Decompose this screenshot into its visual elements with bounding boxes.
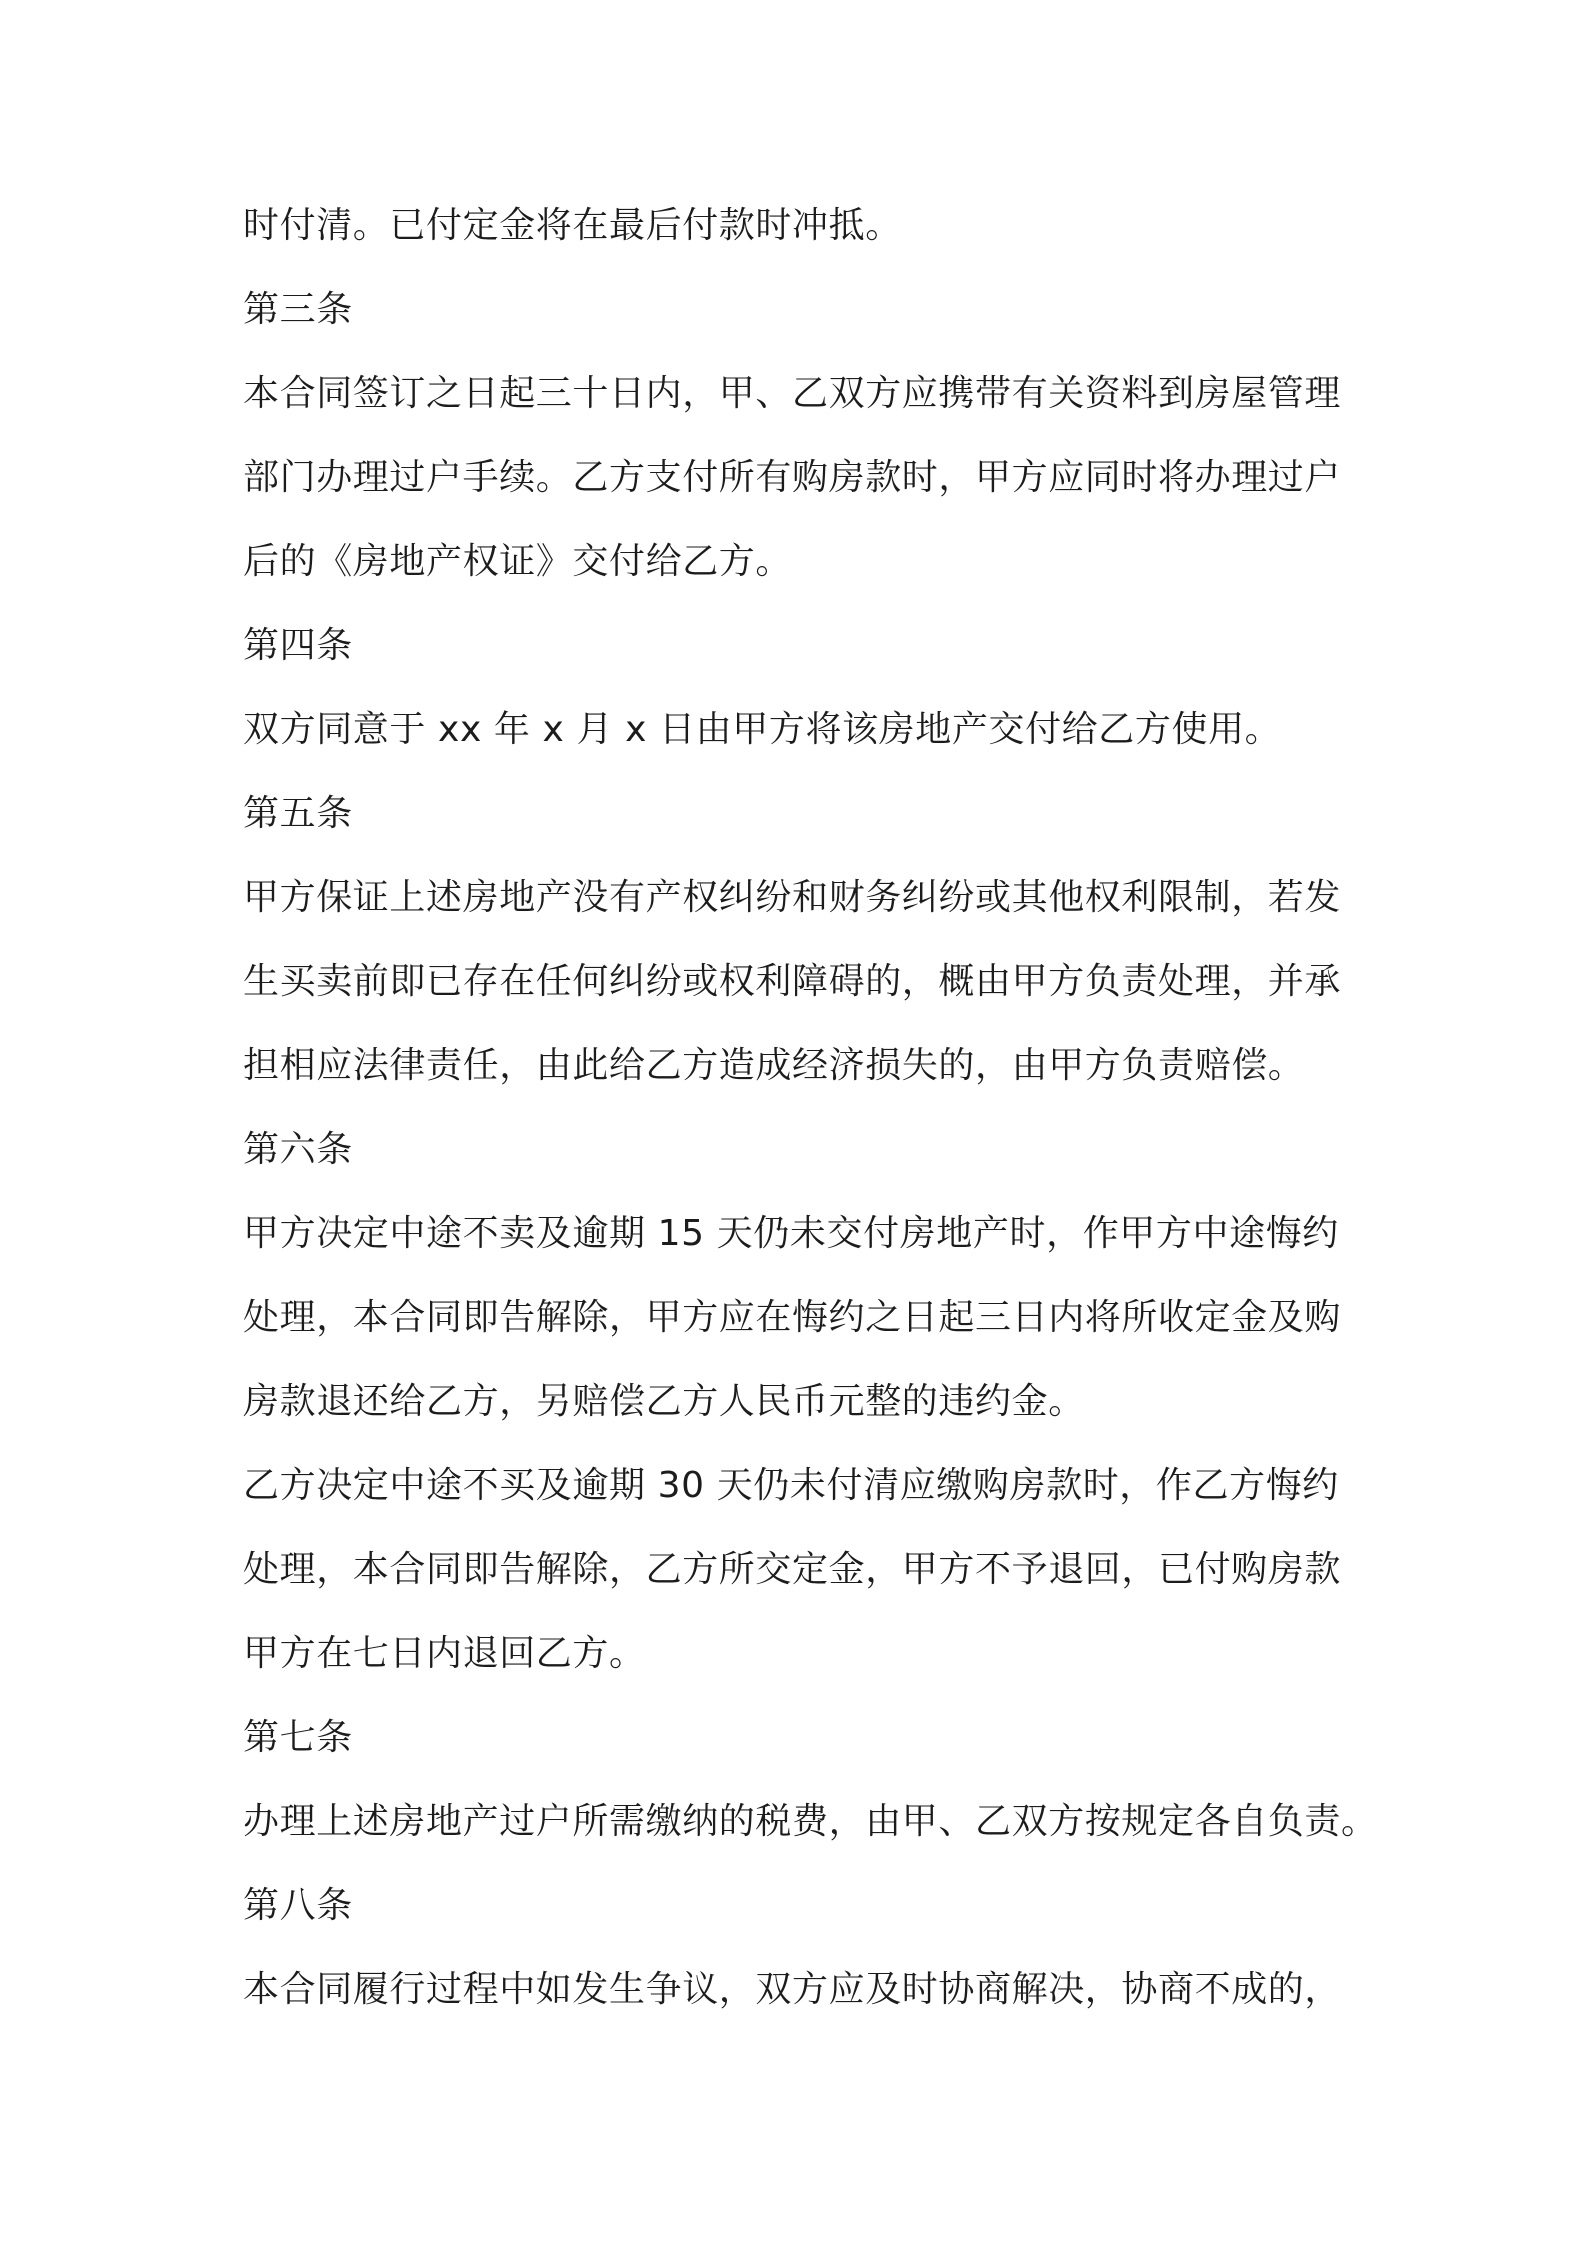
article-heading: 第八条 xyxy=(243,1885,353,1926)
paragraph-line: 甲方决定中途不卖及逾期 15 天仍未交付房地产时，作甲方中途悔约 xyxy=(243,1213,1339,1254)
paragraph-line: 生买卖前即已存在任何纠纷或权利障碍的，概由甲方负责处理，并承 xyxy=(243,961,1342,1002)
paragraph-line: 后的《房地产权证》交付给乙方。 xyxy=(243,541,793,582)
paragraph-line: 处理，本合同即告解除，甲方应在悔约之日起三日内将所收定金及购 xyxy=(243,1297,1342,1338)
paragraph-line: 甲方在七日内退回乙方。 xyxy=(243,1633,646,1674)
paragraph-line: 部门办理过户手续。乙方支付所有购房款时，甲方应同时将办理过户 xyxy=(243,457,1342,498)
paragraph-line: 乙方决定中途不买及逾期 30 天仍未付清应缴购房款时，作乙方悔约 xyxy=(243,1465,1339,1506)
article-heading: 第四条 xyxy=(243,625,353,666)
paragraph-line: 甲方保证上述房地产没有产权纠纷和财务纠纷或其他权利限制，若发 xyxy=(243,877,1342,918)
article-heading: 第五条 xyxy=(243,793,353,834)
paragraph-line: 本合同履行过程中如发生争议，双方应及时协商解决，协商不成的， xyxy=(243,1969,1342,2010)
paragraph-line: 房款退还给乙方，另赔偿乙方人民币元整的违约金。 xyxy=(243,1381,1085,1422)
paragraph-line: 本合同签订之日起三十日内，甲、乙双方应携带有关资料到房屋管理 xyxy=(243,373,1342,414)
article-heading: 第三条 xyxy=(243,289,353,330)
paragraph-line: 双方同意于 xx 年 x 月 x 日由甲方将该房地产交付给乙方使用。 xyxy=(243,709,1282,750)
paragraph-line: 处理，本合同即告解除，乙方所交定金，甲方不予退回，已付购房款 xyxy=(243,1549,1342,1590)
paragraph-line: 担相应法律责任，由此给乙方造成经济损失的，由甲方负责赔偿。 xyxy=(243,1045,1305,1086)
article-heading: 第七条 xyxy=(243,1717,353,1758)
article-heading: 第六条 xyxy=(243,1129,353,1170)
paragraph-line: 时付清。已付定金将在最后付款时冲抵。 xyxy=(243,205,902,246)
paragraph-line: 办理上述房地产过户所需缴纳的税费，由甲、乙双方按规定各自负责。 xyxy=(243,1801,1378,1842)
